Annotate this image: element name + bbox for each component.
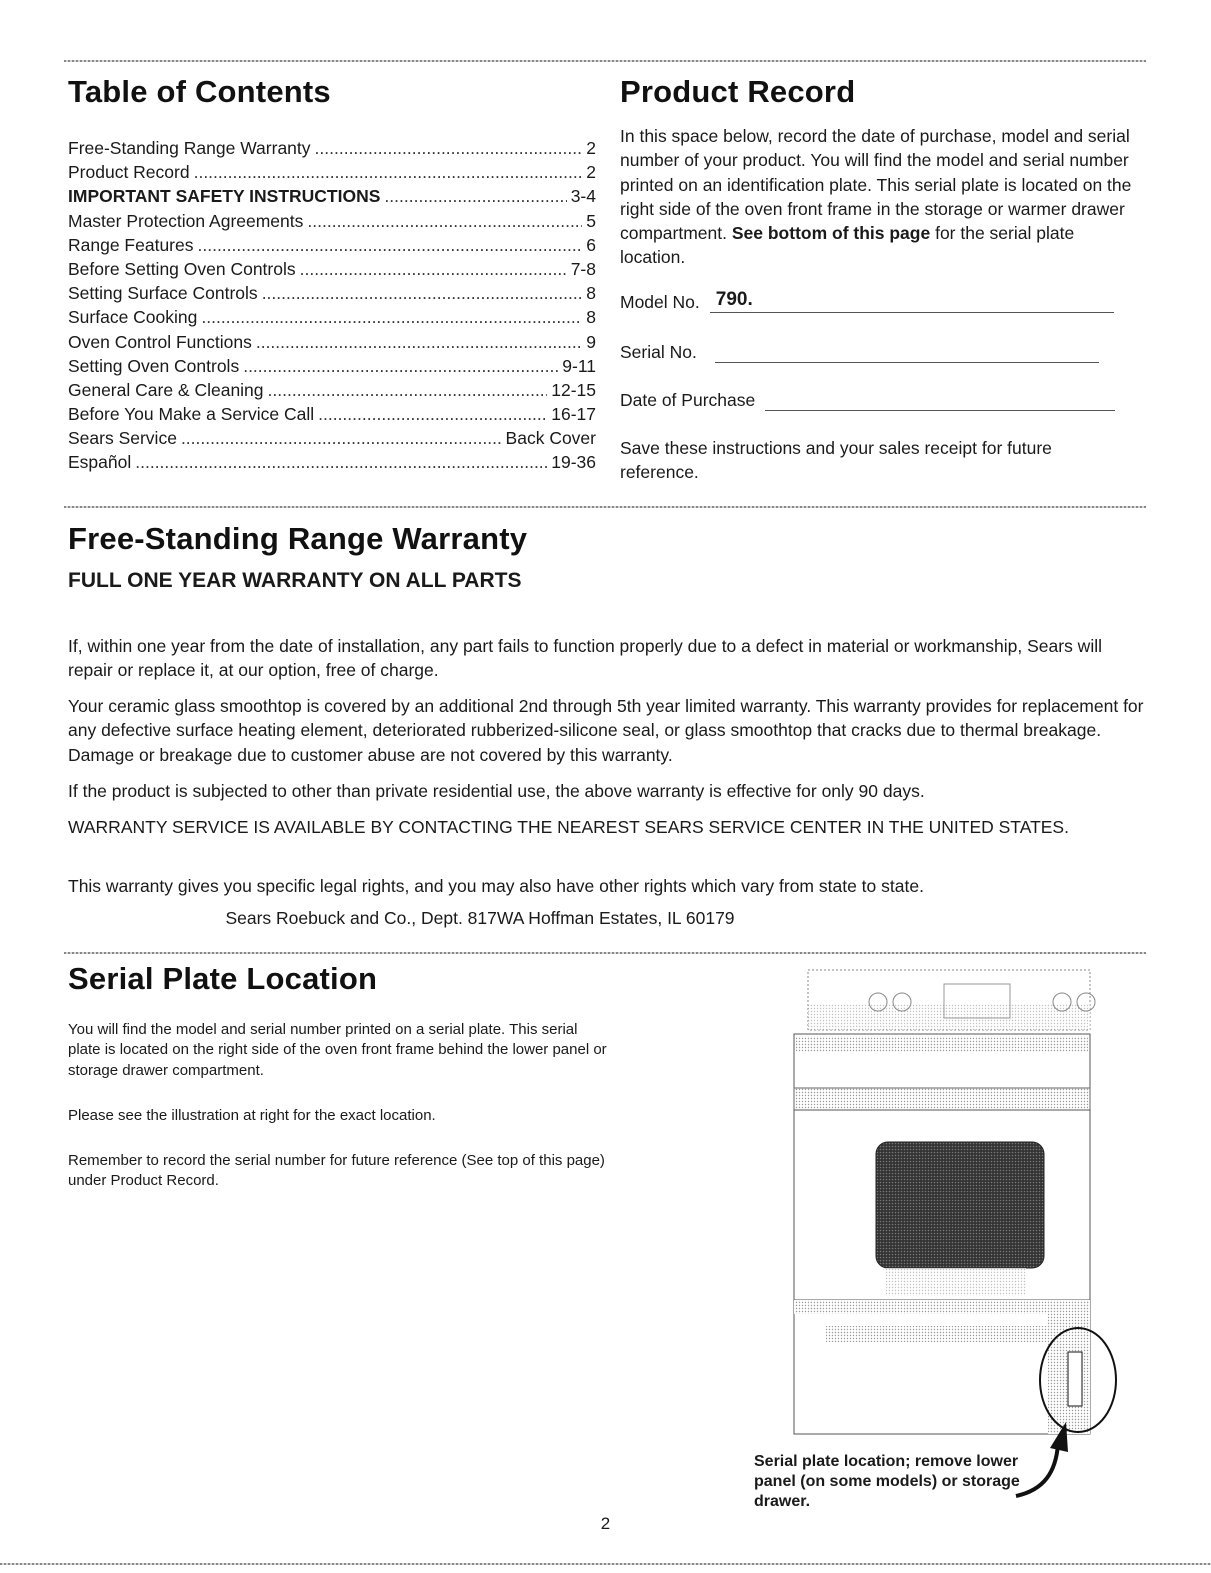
cooktop-surface	[796, 1036, 1088, 1052]
serial-plate-paragraph: You will find the model and serial number printed on a serial plate. This serial plate is located on the right side of the oven front frame behind the lower panel or storage drawer compartment.	[68, 1021, 607, 1079]
toc-entry[interactable]: Range Features ..... 6	[68, 235, 596, 259]
oven-window	[876, 1142, 1044, 1268]
range-illustration	[786, 968, 1132, 1438]
toc-entry[interactable]: Surface Cooking ..... 8	[68, 307, 596, 331]
control-panel	[808, 970, 1095, 1030]
toc-entry[interactable]: Oven Control Functions ..... 9	[68, 332, 596, 356]
bottom-divider	[0, 1563, 1211, 1565]
product-record-heading: Product Record	[620, 74, 856, 109]
toc-entry[interactable]: Setting Oven Controls ..... 9-11	[68, 356, 596, 380]
oven-handle-shadow	[886, 1268, 1026, 1296]
warranty-paragraph: If the product is subjected to other than private residential use, the above warranty is effective for only 90 days.	[68, 781, 925, 801]
serial-plate-caption: Serial plate location; remove lower panel (on some models) or storage drawer.	[754, 1453, 1020, 1510]
serial-plate	[1068, 1352, 1082, 1406]
toc-entry[interactable]: Master Protection Agreements ..... 5	[68, 211, 596, 235]
toc-list	[68, 138, 596, 477]
date-of-purchase-input[interactable]	[765, 388, 1115, 411]
toc-entry[interactable]: Setting Surface Controls ..... 8	[68, 283, 596, 307]
storage-drawer	[794, 1300, 1090, 1434]
serial-number-field	[620, 340, 1130, 363]
toc-entry[interactable]: Español ..... 19-36	[68, 452, 596, 476]
warranty-paragraph: Your ceramic glass smoothtop is covered by an additional 2nd through 5th year limited warranty. This warranty provides for replacement for any defective surface heating element, deteriorated rubberized-silicone seal, or glass smoothtop that cracks due to thermal breakage. Damage or breakage due to customer abuse are not covered by this warranty.	[68, 696, 1144, 765]
serial-plate-heading: Serial Plate Location	[68, 961, 378, 996]
warranty-paragraph: WARRANTY SERVICE IS AVAILABLE BY CONTACTING THE NEAREST SEARS SERVICE CENTER IN THE UNITED STATES.	[68, 817, 1069, 837]
model-number-label: Model No.	[620, 292, 700, 312]
toc-entry[interactable]: Free-Standing Range Warranty ..... 2	[68, 138, 596, 162]
page-number: 2	[600, 1514, 611, 1533]
toc-heading: Table of Contents	[68, 74, 331, 109]
save-instructions-note: Save these instructions and your sales receipt for future reference.	[620, 438, 1052, 482]
model-number-input[interactable]: 790.	[710, 290, 1114, 313]
serial-plate-paragraph: Please see the illustration at right for the exact location.	[68, 1107, 436, 1124]
top-divider	[64, 60, 1146, 62]
toc-entry[interactable]: General Care & Cleaning ..... 12-15	[68, 380, 596, 404]
drawer-top-trim	[794, 1300, 1090, 1314]
middle-divider	[64, 506, 1146, 508]
warranty-subheading: FULL ONE YEAR WARRANTY ON ALL PARTS	[68, 569, 522, 592]
toc-entry[interactable]: Sears Service ..... Back Cover	[68, 428, 596, 452]
toc-entry[interactable]: Before You Make a Service Call ..... 16-17	[68, 404, 596, 428]
toc-entry[interactable]: Product Record ..... 2	[68, 162, 596, 186]
serial-number-label: Serial No.	[620, 342, 697, 362]
warranty-heading: Free-Standing Range Warranty	[68, 521, 528, 556]
model-number-field	[620, 290, 1130, 313]
date-of-purchase-label: Date of Purchase	[620, 390, 756, 410]
toc-entry[interactable]: IMPORTANT SAFETY INSTRUCTIONS ..... 3-4	[68, 186, 596, 210]
drawer-handle	[826, 1326, 1058, 1342]
date-of-purchase-field	[620, 388, 1130, 411]
warranty-paragraph: This warranty gives you specific legal rights, and you may also have other rights which vary from state to state.	[68, 876, 924, 896]
serial-plate-paragraph: Remember to record the serial number for future reference (See top of this page) under Product Record.	[68, 1152, 605, 1190]
toc-entry[interactable]: Before Setting Oven Controls ..... 7-8	[68, 259, 596, 283]
product-record-intro: In this space below, record the date of purchase, model and serial number of your product. You will find the model and serial number printed on an identification plate. This serial plate is located on the right side of the oven front frame in the storage or warmer drawer compartment. See bottom of this page for the serial plate location.	[620, 126, 1132, 268]
sears-address: Sears Roebuck and Co., Dept. 817WA Hoffman Estates, IL 60179	[225, 908, 735, 928]
lower-divider	[64, 952, 1146, 954]
warranty-paragraph: If, within one year from the date of installation, any part fails to function properly due to a defect in material or workmanship, Sears will repair or replace it, at our option, free of charge.	[68, 636, 1102, 681]
oven-top-trim	[794, 1088, 1090, 1110]
serial-number-input[interactable]	[715, 340, 1099, 363]
